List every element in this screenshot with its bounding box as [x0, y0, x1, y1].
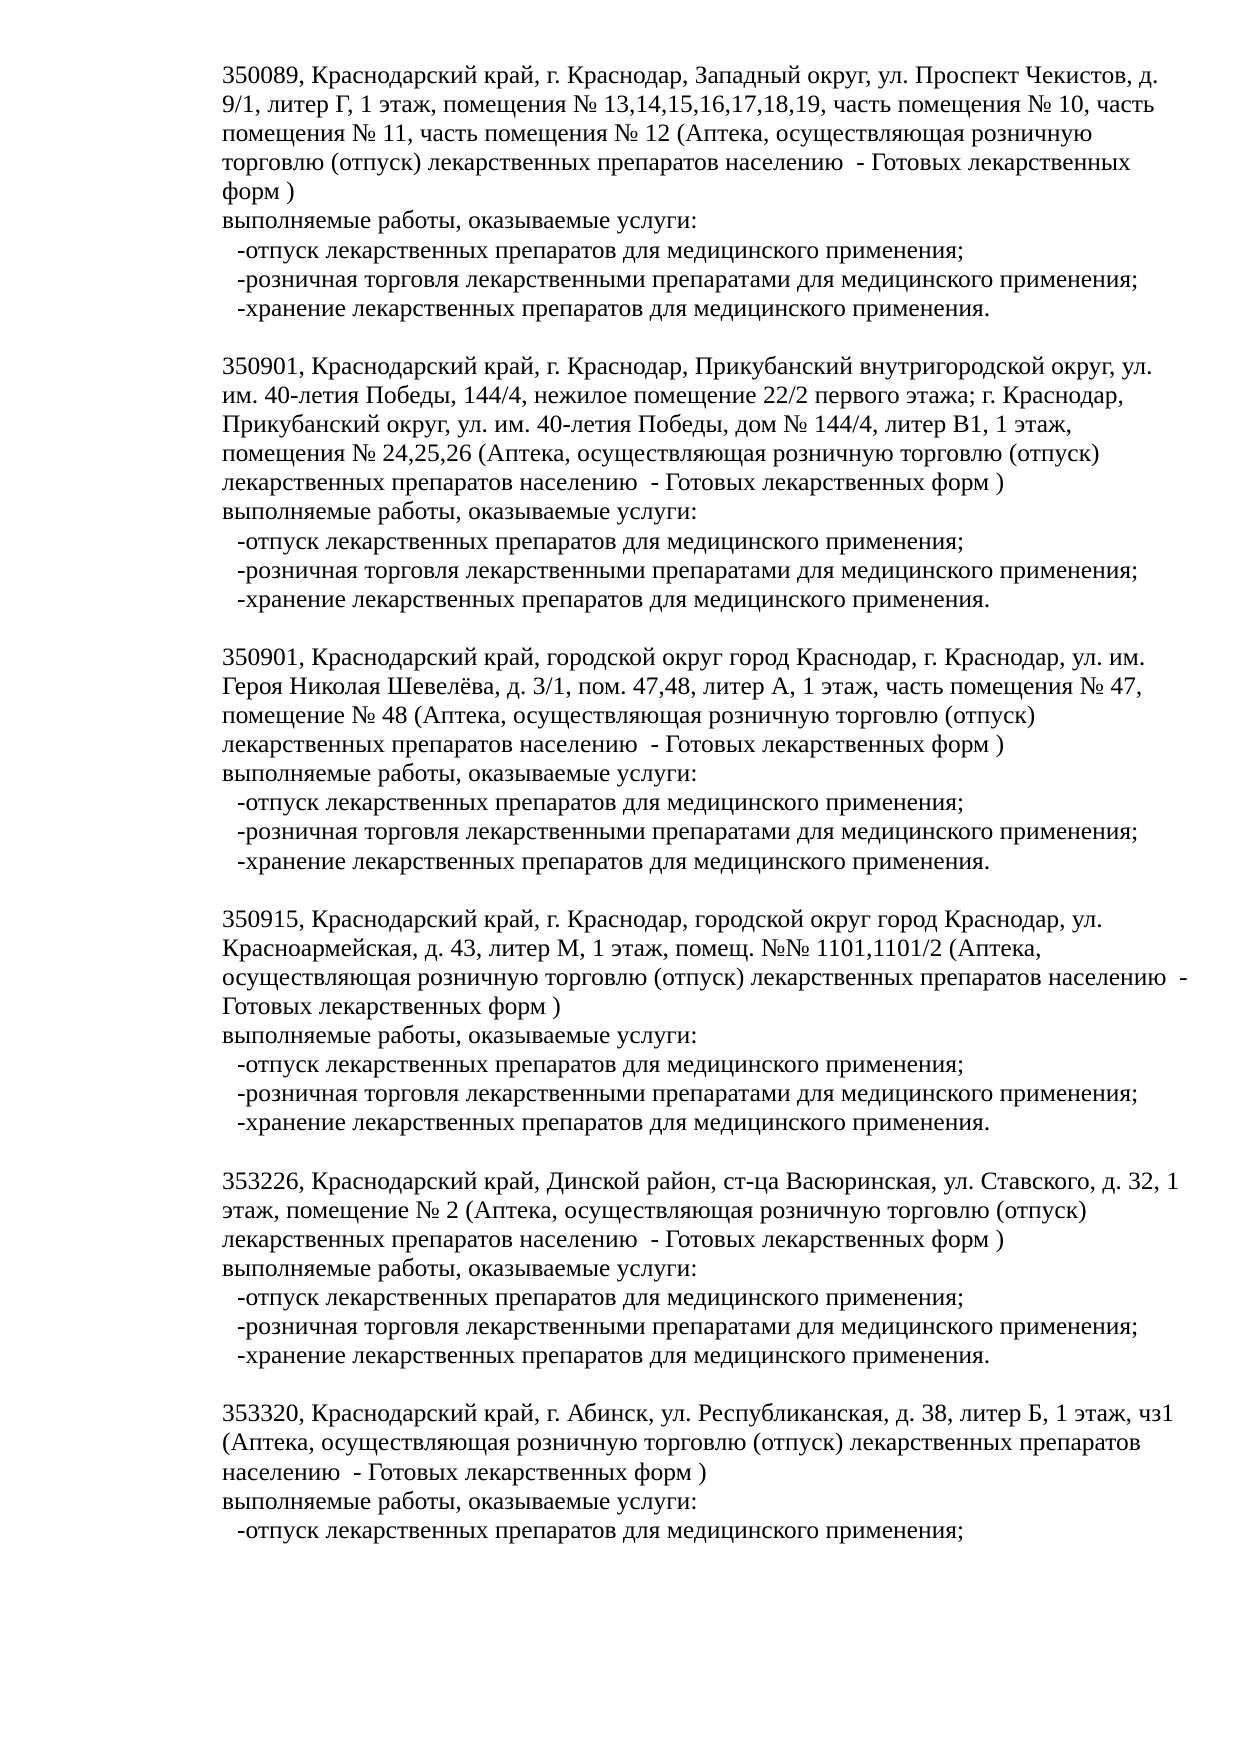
service-item: -розничная торговля лекарственными препаратами для медицинского применения;	[237, 263, 1139, 293]
address-line: 350089, Краснодарский край, г. Краснодар, Западный округ, ул. Проспект Чекистов, д.	[222, 60, 1159, 89]
service-item: -хранение лекарственных препаратов для медицинского применения.	[237, 1107, 991, 1137]
service-item: -хранение лекарственных препаратов для медицинского применения.	[237, 292, 991, 322]
address-line: 350915, Краснодарский край, г. Краснодар, городской округ город Краснодар, ул.	[222, 903, 1103, 933]
service-item: -хранение лекарственных препаратов для медицинского применения.	[237, 583, 991, 613]
services-heading: выполняемые работы, оказываемые услуги:	[222, 496, 698, 526]
address-line: Героя Николая Шевелёва, д. 3/1, пом. 47,48, литер А, 1 этаж, часть помещения № 47,	[222, 670, 1143, 700]
pharmacy-entry	[222, 904, 1222, 1137]
address-line: 353226, Краснодарский край, Динской район, ст-ца Васюринская, ул. Ставского, д. 32, 1	[222, 1165, 1180, 1195]
services-heading: выполняемые работы, оказываемые услуги:	[222, 758, 698, 788]
service-item: -отпуск лекарственных препаратов для медицинского применения;	[237, 1049, 965, 1079]
service-item: -отпуск лекарственных препаратов для медицинского применения;	[237, 525, 965, 555]
services-heading: выполняемые работы, оказываемые услуги:	[222, 1252, 698, 1282]
pharmacy-entry	[222, 351, 1222, 613]
address-line: этаж, помещение № 2 (Аптека, осуществляющая розничную торговлю (отпуск)	[222, 1194, 1087, 1224]
address-line: Красноармейская, д. 43, литер М, 1 этаж, помещ. №№ 1101,1101/2 (Аптека,	[222, 932, 1042, 962]
address-line: им. 40-летия Победы, 144/4, нежилое помещение 22/2 первого этажа; г. Краснодар,	[222, 380, 1124, 410]
address-line: Готовых лекарственных форм )	[222, 991, 561, 1020]
address-line: осуществляющая розничную торговлю (отпуск) лекарственных препаратов населению -	[222, 961, 1188, 991]
address-line: лекарственных препаратов населению - Готовых лекарственных форм )	[222, 1223, 1005, 1253]
service-item: -хранение лекарственных препаратов для медицинского применения.	[237, 1340, 991, 1370]
address-line: 9/1, литер Г, 1 этаж, помещения № 13,14,15,16,17,18,19, часть помещения № 10, часть	[222, 89, 1155, 119]
service-item: -отпуск лекарственных препаратов для медицинского применения;	[237, 1514, 965, 1544]
services-heading: выполняемые работы, оказываемые услуги:	[222, 1020, 698, 1050]
service-item: -розничная торговля лекарственными препаратами для медицинского применения;	[237, 554, 1139, 584]
pharmacy-entry	[222, 1398, 1222, 1543]
pharmacy-entry	[222, 60, 1222, 322]
address-line: 350901, Краснодарский край, городской округ город Краснодар, г. Краснодар, ул. им.	[222, 641, 1146, 671]
address-line: 353320, Краснодарский край, г. Абинск, ул. Республиканская, д. 38, литер Б, 1 этаж, чз1	[222, 1398, 1175, 1428]
service-item: -розничная торговля лекарственными препаратами для медицинского применения;	[237, 1311, 1139, 1341]
address-line: (Аптека, осуществляющая розничную торговлю (отпуск) лекарственных препаратов	[222, 1427, 1141, 1457]
pharmacy-entry	[222, 642, 1222, 875]
pharmacy-entry	[222, 1166, 1222, 1370]
address-line: Прикубанский округ, ул. им. 40-летия Победы, дом № 144/4, литер В1, 1 этаж,	[222, 409, 1073, 439]
services-heading: выполняемые работы, оказываемые услуги:	[222, 1485, 698, 1515]
service-item: -розничная торговля лекарственными препаратами для медицинского применения;	[237, 1078, 1139, 1108]
address-line: 350901, Краснодарский край, г. Краснодар, Прикубанский внутригородской округ, ул.	[222, 350, 1153, 380]
address-line: лекарственных препаратов населению - Готовых лекарственных форм )	[222, 467, 1005, 497]
address-line: помещения № 24,25,26 (Аптека, осуществляющая розничную торговлю (отпуск)	[222, 438, 1100, 468]
address-line: лекарственных препаратов населению - Готовых лекарственных форм )	[222, 729, 1005, 759]
address-line: помещения № 11, часть помещения № 12 (Аптека, осуществляющая розничную	[222, 118, 1093, 148]
services-heading: выполняемые работы, оказываемые услуги:	[222, 205, 698, 235]
address-line: торговлю (отпуск) лекарственных препаратов населению - Готовых лекарственных	[222, 147, 1131, 177]
service-item: -розничная торговля лекарственными препаратами для медицинского применения;	[237, 816, 1139, 846]
address-line: форм )	[222, 176, 295, 206]
address-line: помещение № 48 (Аптека, осуществляющая розничную торговлю (отпуск)	[222, 700, 1036, 730]
address-line: населению - Готовых лекарственных форм )	[222, 1456, 707, 1486]
document-page	[222, 60, 1222, 1573]
service-item: -отпуск лекарственных препаратов для медицинского применения;	[237, 787, 965, 817]
service-item: -хранение лекарственных препаратов для медицинского применения.	[237, 845, 991, 875]
service-item: -отпуск лекарственных препаратов для медицинского применения;	[237, 1281, 965, 1311]
service-item: -отпуск лекарственных препаратов для медицинского применения;	[237, 234, 965, 264]
